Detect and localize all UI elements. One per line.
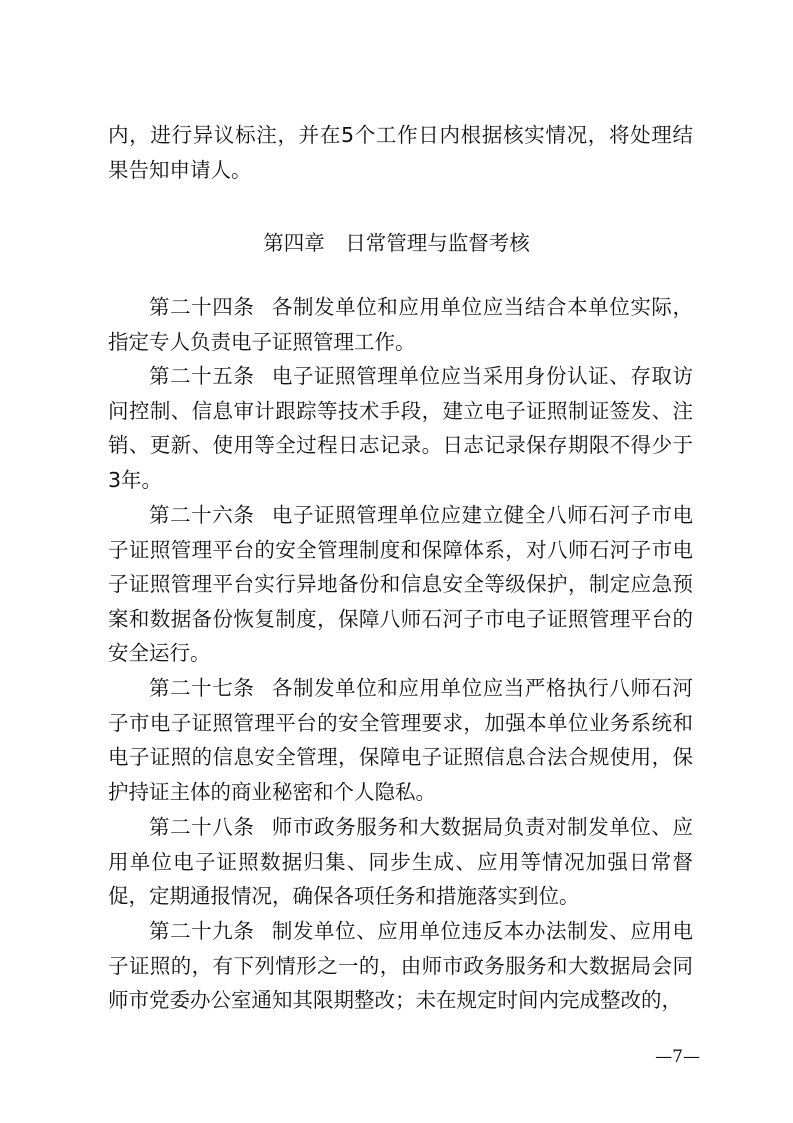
- continuation-paragraph: [108, 118, 693, 187]
- chapter-heading: [0, 226, 793, 260]
- chapter-number: 第四章: [263, 231, 325, 255]
- article-text: 电子证照管理单位应当采用身份认证、存取访问控制、信息审计跟踪等技术手段，建立电子证照制证签发、注销、更新、使用等全过程日志记录。日志记录保存期限不得少于3年。: [108, 364, 694, 492]
- chapter-title: 日常管理与监督考核: [345, 231, 530, 255]
- continuation-text: 内，进行异议标注，并在5个工作日内根据核实情况，将处理结果告知申请人。: [108, 123, 693, 182]
- article-text: 制发单位、应用单位违反本办法制发、应用电子证照的，有下列情形之一的，由师市政务服务和大数据局会同师市党委办公室通知其限期整改；未在规定时间内完成整改的，: [108, 919, 694, 1013]
- article-text: 各制发单位和应用单位应当结合本单位实际，指定专人负责电子证照管理工作。: [108, 295, 694, 354]
- article-27: [108, 671, 693, 809]
- article-text: 师市政务服务和大数据局负责对制发单位、应用单位电子证照数据归集、同步生成、应用等情况加强日常督促，定期通报情况，确保各项任务和措施落实到位。: [108, 815, 694, 909]
- article-number: 第二十五条: [149, 364, 255, 388]
- article-number: 第二十六条: [149, 503, 255, 527]
- article-number: 第二十七条: [149, 676, 255, 700]
- article-29: [108, 914, 693, 1018]
- article-28: [108, 810, 693, 914]
- article-number: 第二十四条: [149, 295, 255, 319]
- article-number: 第二十八条: [149, 815, 255, 839]
- article-number: 第二十九条: [149, 919, 255, 943]
- page-number: —7—: [655, 1047, 700, 1067]
- article-25: [108, 359, 693, 497]
- article-text: 各制发单位和应用单位应当严格执行八师石河子市电子证照管理平台的安全管理要求，加强本单位业务系统和电子证照的信息安全管理，保障电子证照信息合法合规使用，保护持证主体的商业秘密和个人隐私。: [108, 676, 694, 804]
- article-24: [108, 290, 693, 359]
- article-text: 电子证照管理单位应建立健全八师石河子市电子证照管理平台的安全管理制度和保障体系，对八师石河子市电子证照管理平台实行异地备份和信息安全等级保护，制定应急预案和数据备份恢复制度，保障八师石河子市电子证照管理平台的安全运行。: [108, 503, 694, 666]
- article-26: [108, 498, 693, 671]
